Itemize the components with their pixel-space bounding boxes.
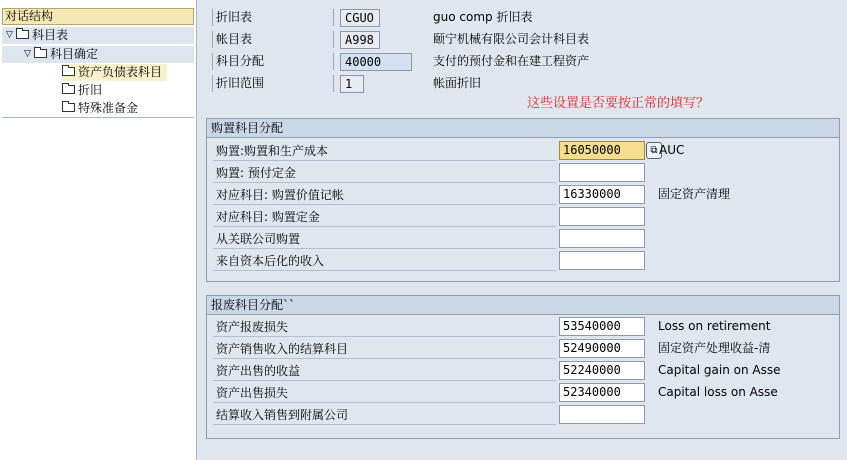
ret-row-desc: 固定资产处理收益-清 (658, 341, 771, 355)
acq-row-label: 购置: 预付定金 (213, 164, 556, 183)
acq-row-label: 购置:购置和生产成本 (213, 142, 556, 161)
acq-row-label: 从关联公司购置 (213, 230, 556, 249)
dialog-structure-panel (0, 0, 197, 460)
depreciation-area-desc: 帐面折旧 (433, 76, 482, 90)
tree-item-chart-of-accounts[interactable]: ▽ 科目表 (2, 27, 194, 44)
folder-icon (16, 30, 29, 39)
ret-row-label: 结算收入销售到附属公司 (213, 406, 556, 425)
depreciation-table-desc: guo comp 折旧表 (433, 10, 533, 24)
expand-triangle-icon[interactable]: ▽ (6, 30, 13, 40)
affiliated-sales-clearing-field[interactable] (559, 405, 645, 424)
tree-divider (2, 117, 194, 118)
ret-row-label: 资产出售的收益 (213, 362, 556, 381)
offset-down-payment-field[interactable] (559, 207, 645, 226)
gain-on-sale-field[interactable]: 52240000 (559, 361, 645, 380)
loss-on-retirement-field[interactable]: 53540000 (559, 317, 645, 336)
ret-row-label: 资产出售损失 (213, 384, 556, 403)
acq-row-desc: 固定资产清理 (658, 187, 731, 201)
retirement-group-title: 报废科目分配`` (207, 296, 839, 315)
ret-row-desc: Capital loss on Asse (658, 385, 778, 399)
folder-open-icon (62, 67, 75, 76)
dialog-structure-header: 对话结构 (2, 8, 194, 25)
loss-on-sale-field[interactable]: 52340000 (559, 383, 645, 402)
acq-row-label: 对应科目: 购置价值记帐 (213, 186, 556, 205)
annotation-question: 这些设置是否要按正常的填写？ (527, 96, 710, 111)
tree-item-depreciation[interactable]: 折旧 (62, 82, 102, 99)
account-allocation-field[interactable]: 40000 (340, 53, 412, 71)
chart-of-accounts-field[interactable]: A998 (340, 31, 380, 49)
acq-row-desc: AUC (659, 143, 685, 157)
depreciation-area-field[interactable]: 1 (340, 75, 364, 93)
capitalization-revenue-field[interactable] (559, 251, 645, 270)
folder-icon (62, 85, 75, 94)
value-help-icon[interactable]: ⧉ (646, 142, 662, 159)
ret-row-desc: Loss on retirement (658, 319, 771, 333)
acquisition-account-group (206, 118, 840, 282)
tree-item-balance-sheet-accounts[interactable]: 资产负债表科目 (62, 64, 167, 81)
ret-row-desc: Capital gain on Asse (658, 363, 781, 377)
folder-icon (34, 49, 47, 58)
depreciation-table-label: 折旧表 (212, 9, 334, 26)
acquisition-cost-field[interactable]: 16050000 (559, 141, 645, 160)
chart-of-accounts-desc: 颐宁机械有限公司会计科目表 (433, 32, 590, 46)
acquisition-down-payment-field[interactable] (559, 163, 645, 182)
tree-item-account-determination[interactable]: ▽ 科目确定 (2, 46, 194, 63)
ret-row-label: 资产销售收入的结算科目 (213, 340, 556, 359)
tree-item-special-reserves[interactable]: 特殊准备金 (62, 100, 138, 117)
sales-revenue-clearing-field[interactable]: 52490000 (559, 339, 645, 358)
acquisition-group-title: 购置科目分配 (207, 119, 839, 138)
folder-icon (62, 103, 75, 112)
account-allocation-label: 科目分配 (212, 53, 334, 70)
acq-row-label: 对应科目: 购置定金 (213, 208, 556, 227)
acq-row-label: 来自资本后化的收入 (213, 252, 556, 271)
retirement-account-group (206, 295, 840, 439)
account-allocation-desc: 支付的预付金和在建工程资产 (433, 54, 590, 68)
detail-area (197, 0, 847, 460)
offset-acquisition-value-field[interactable]: 16330000 (559, 185, 645, 204)
chart-of-accounts-label: 帐目表 (212, 31, 334, 48)
affiliated-company-acquisition-field[interactable] (559, 229, 645, 248)
expand-triangle-icon[interactable]: ▽ (24, 49, 31, 59)
depreciation-area-label: 折旧范围 (212, 75, 334, 92)
depreciation-table-field[interactable]: CGUO (340, 9, 380, 27)
ret-row-label: 资产报废损失 (213, 318, 556, 337)
